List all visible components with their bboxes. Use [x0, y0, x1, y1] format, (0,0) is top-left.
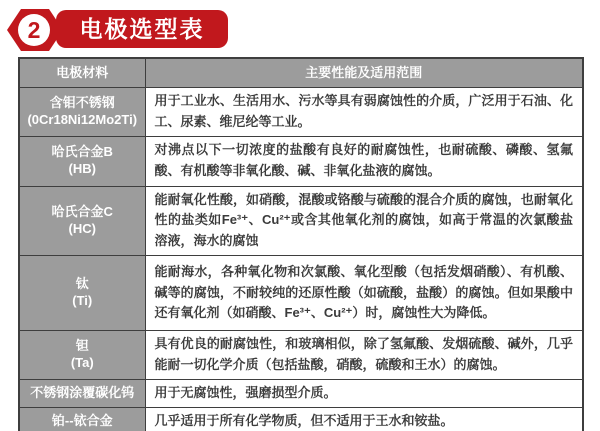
electrode-selection-table	[18, 57, 584, 431]
description-cell: 对沸点以下一切浓度的盐酸有良好的耐腐蚀性，也耐硫酸、磷酸、氢氟酸、有机酸等非氧化酸、碱、非氧化盐液的腐蚀。	[145, 136, 583, 186]
material-name: 钛	[75, 276, 89, 292]
description-cell: 几乎适用于所有化学物质，但不适用于王水和铵盐。	[145, 407, 583, 431]
material-cell	[19, 88, 145, 137]
title-pill	[56, 10, 228, 48]
description-cell: 用于无腐蚀性，强磨损型介质。	[145, 379, 583, 407]
material-name: 不锈钢涂覆碳化钨	[30, 384, 135, 400]
column-header-material: 电极材料	[19, 58, 145, 88]
badge-number: 2	[27, 17, 41, 43]
table-header-row	[19, 58, 583, 88]
material-cell	[19, 407, 145, 431]
table-row	[19, 330, 583, 379]
material-name: 哈氏合金C	[51, 203, 113, 219]
material-cell	[19, 379, 145, 407]
table-row	[19, 407, 583, 431]
material-code: (Ta)	[70, 354, 94, 370]
description-cell: 能耐氧化性酸，如硝酸，混酸或铬酸与硫酸的混合介质的腐蚀，也耐氧化性的盐类如Fe³⁺、Cu²⁺或含其他氧化剂的腐蚀，如高于常温的次氯酸盐溶液，海水的腐蚀	[145, 186, 583, 255]
material-code: (HC)	[68, 220, 96, 236]
material-code: (0Cr18Ni12Mo2Ti)	[27, 111, 138, 127]
material-cell	[19, 136, 145, 186]
table-row	[19, 255, 583, 330]
table-row	[19, 136, 583, 186]
material-code: (Ti)	[72, 292, 93, 308]
material-code: (HB)	[68, 161, 96, 177]
table-row	[19, 88, 583, 137]
description-cell: 用于工业水、生活用水、污水等具有弱腐蚀性的介质，广泛用于石油、化工、尿素、维尼纶等工业。	[145, 88, 583, 137]
material-cell	[19, 186, 145, 255]
table-row	[19, 186, 583, 255]
material-name: 钽	[75, 338, 89, 354]
page-title: 电极选型表	[79, 15, 205, 42]
table-row	[19, 379, 583, 407]
description-cell: 能耐海水，各种氧化物和次氯酸、氧化型酸（包括发烟硝酸）、有机酸、碱等的腐蚀，不耐较纯的还原性酸（如硫酸，盐酸）的腐蚀。但如果酸中还有氧化剂（如硝酸、Fe³⁺、Cu²⁺）时，腐蚀性大为降低。	[145, 255, 583, 330]
material-cell	[19, 330, 145, 379]
description-cell: 具有优良的耐腐蚀性，和玻璃相似，除了氢氟酸、发烟硫酸、碱外，几乎能耐一切化学介质（包括盐酸，硝酸，硫酸和王水）的腐蚀。	[145, 330, 583, 379]
page-header	[0, 0, 600, 57]
material-cell	[19, 255, 145, 330]
material-name: 含钼不锈钢	[49, 94, 115, 110]
column-header-performance: 主要性能及适用范围	[145, 58, 583, 88]
material-name: 铂--铱合金	[51, 412, 113, 428]
material-name: 哈氏合金B	[51, 144, 113, 160]
